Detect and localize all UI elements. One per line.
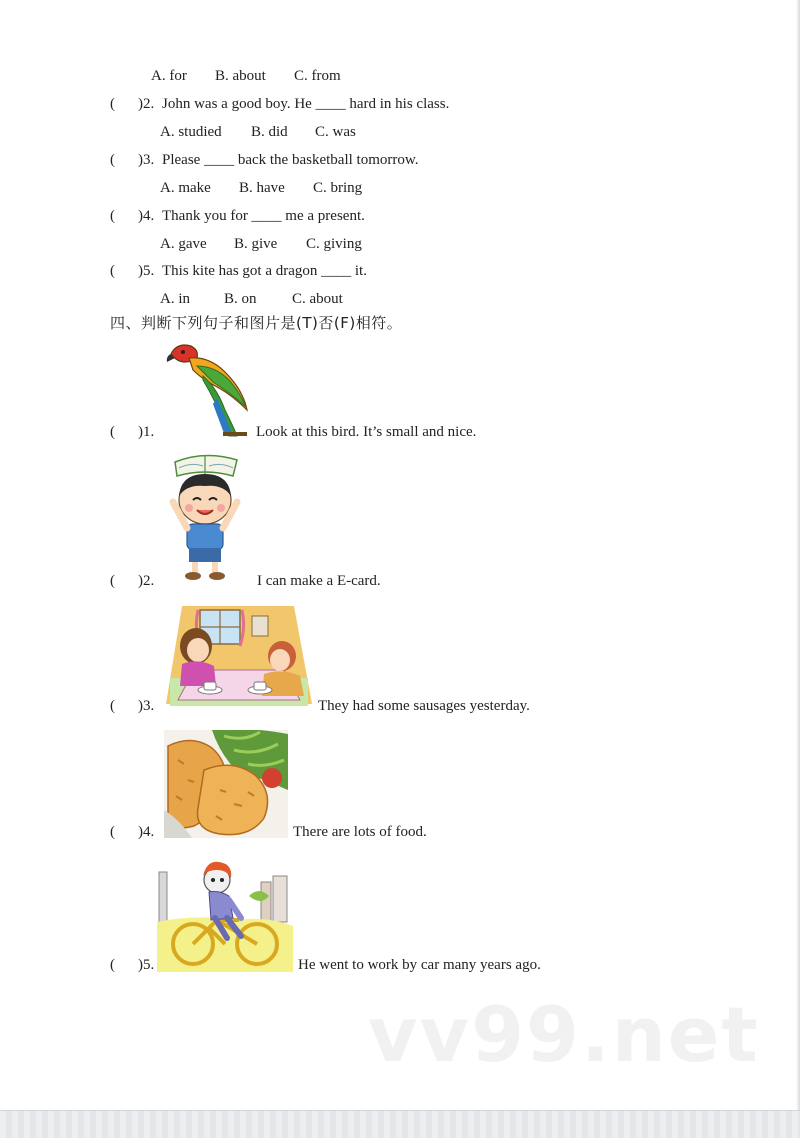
- q2-text: John was a good boy. He ____ hard in his class.: [162, 96, 450, 112]
- item2-text: I can make a E-card.: [257, 573, 381, 589]
- q1-option-c: C. from: [294, 68, 341, 84]
- q2-option-b: B. did: [251, 124, 288, 140]
- man-on-bicycle-picture: [157, 856, 293, 972]
- q5-option-c: C. about: [292, 291, 343, 307]
- q5-text: This kite has got a dragon ____ it.: [162, 263, 367, 279]
- watermark: vv99.net: [368, 990, 760, 1079]
- q3-number: )3.: [138, 152, 155, 168]
- q3-option-c: C. bring: [313, 180, 363, 196]
- q5-option-b: B. on: [224, 291, 257, 307]
- item1-number: )1.: [138, 424, 155, 440]
- q4-option-a: A. gave: [160, 236, 207, 252]
- q2-open-bracket: (: [110, 96, 115, 112]
- q4-text: Thank you for ____ me a present.: [162, 208, 365, 224]
- girls-having-tea-picture: [164, 604, 314, 710]
- q3-option-a: A. make: [160, 180, 211, 196]
- q5-number: )5.: [138, 263, 155, 279]
- item4-text: There are lots of food.: [293, 824, 427, 840]
- q5-option-a: A. in: [160, 291, 190, 307]
- item5-open-bracket: (: [110, 957, 115, 973]
- parrot-picture: [163, 340, 253, 438]
- q3-option-b: B. have: [239, 180, 285, 196]
- item3-open-bracket: (: [110, 698, 115, 714]
- q4-option-b: B. give: [234, 236, 278, 252]
- item1-text: Look at this bird. It’s small and nice.: [256, 424, 477, 440]
- boy-with-book-picture: [165, 448, 245, 582]
- item1-open-bracket: (: [110, 424, 115, 440]
- item5-text: He went to work by car many years ago.: [298, 957, 541, 973]
- item4-number: )4.: [138, 824, 155, 840]
- q2-option-c: C. was: [315, 124, 356, 140]
- item2-number: )2.: [138, 573, 155, 589]
- bottom-scrollbar[interactable]: [0, 1110, 800, 1138]
- item2-open-bracket: (: [110, 573, 115, 589]
- q1-option-a: A. for: [151, 68, 187, 84]
- q3-open-bracket: (: [110, 152, 115, 168]
- item3-text: They had some sausages yesterday.: [318, 698, 530, 714]
- fried-food-picture: [164, 730, 288, 838]
- item3-number: )3.: [138, 698, 155, 714]
- section-4-title: 四、判断下列句子和图片是(T)否(F)相符。: [110, 314, 403, 332]
- q4-number: )4.: [138, 208, 155, 224]
- q4-open-bracket: (: [110, 208, 115, 224]
- q2-option-a: A. studied: [160, 124, 222, 140]
- q2-number: )2.: [138, 96, 155, 112]
- item5-number: )5.: [138, 957, 155, 973]
- q5-open-bracket: (: [110, 263, 115, 279]
- q4-option-c: C. giving: [306, 236, 362, 252]
- q1-option-b: B. about: [215, 68, 266, 84]
- page-edge: [796, 0, 800, 1137]
- item4-open-bracket: (: [110, 824, 115, 840]
- q3-text: Please ____ back the basketball tomorrow.: [162, 152, 419, 168]
